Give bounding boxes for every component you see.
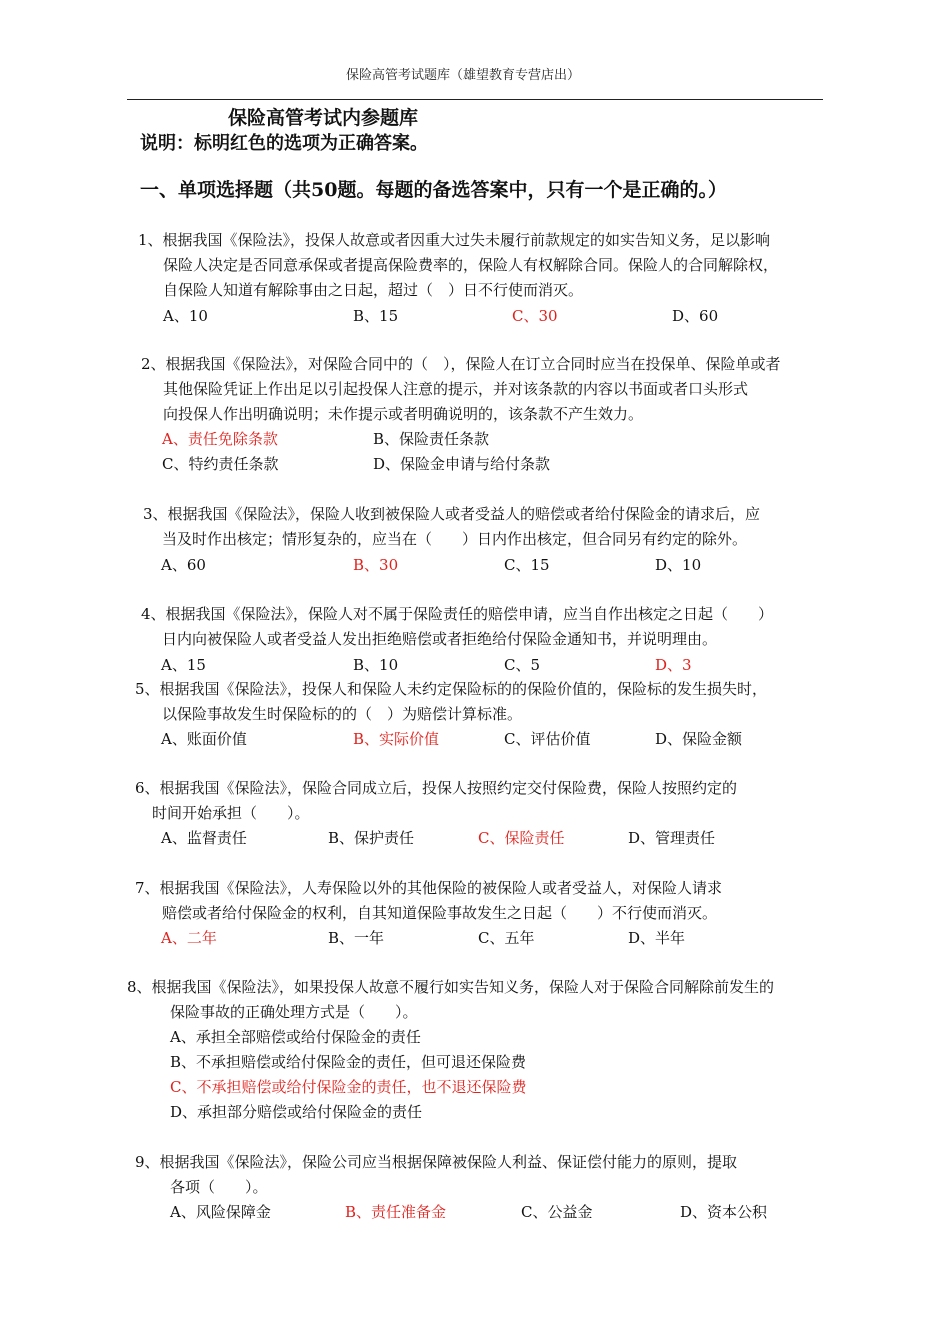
option-c: C、公益金 (521, 1203, 593, 1221)
question-line: 1、根据我国《保险法》，投保人故意或者因重大过失未履行前款规定的如实告知义务，足以影响 (138, 231, 771, 249)
option-b-correct: B、责任准备金 (345, 1203, 447, 1221)
option-b: B、一年 (328, 929, 385, 947)
question-line: 9、根据我国《保险法》，保险公司应当根据保障被保险人利益、保证偿付能力的原则，提取 (135, 1153, 738, 1171)
option-a-correct: A、责任免除条款 (162, 430, 278, 448)
question-line: 3、根据我国《保险法》，保险人收到被保险人或者受益人的赔偿或者给付保险金的请求后，应 (143, 505, 761, 523)
option-d: D、管理责任 (628, 829, 716, 847)
question-line: 以保险事故发生时保险标的的（ ）为赔偿计算标准。 (162, 705, 523, 723)
option-c-correct: C、30 (512, 307, 558, 325)
question-line: 保险事故的正确处理方式是（ ）。 (170, 1003, 418, 1021)
option-d: D、10 (655, 556, 702, 574)
question-line: 赔偿或者给付保险金的权利，自其知道保险事故发生之日起（ ）不行使而消灭。 (162, 904, 718, 922)
option-b-correct: B、30 (353, 556, 399, 574)
option-a: A、承担全部赔偿或给付保险金的责任 (170, 1028, 421, 1046)
section-heading: 一、单项选择题（共50题。每题的备选答案中，只有一个是正确的。） (140, 179, 727, 201)
option-c: C、15 (504, 556, 550, 574)
option-c-correct: C、保险责任 (478, 829, 565, 847)
question-line: 4、根据我国《保险法》，保险人对不属于保险责任的赔偿申请，应当自作出核定之日起（ ） (141, 605, 774, 623)
question-line: 其他保险凭证上作出足以引起投保人注意的提示，并对该条款的内容以书面或者口头形式 (163, 380, 749, 398)
header-rule (127, 99, 823, 100)
option-c: C、5 (504, 656, 541, 674)
option-a: A、监督责任 (161, 829, 247, 847)
question-line: 当及时作出核定；情形复杂的，应当在（ ）日内作出核定，但合同另有约定的除外。 (162, 530, 748, 548)
option-d: D、资本公积 (680, 1203, 768, 1221)
option-b: B、保护责任 (328, 829, 415, 847)
question-line: 8、根据我国《保险法》，如果投保人故意不履行如实告知义务，保险人对于保险合同解除前发生的 (127, 978, 775, 996)
option-b: B、10 (353, 656, 399, 674)
question-line: 日内向被保险人或者受益人发出拒绝赔偿或者拒绝给付保险金通知书，并说明理由。 (162, 630, 718, 648)
option-a-correct: A、二年 (161, 929, 217, 947)
option-c: C、评估价值 (504, 730, 591, 748)
option-d: D、保险金申请与给付条款 (373, 455, 551, 473)
option-b: B、保险责任条款 (373, 430, 490, 448)
option-d-correct: D、3 (655, 656, 692, 674)
question-line: 各项（ ）。 (170, 1178, 268, 1196)
question-line: 时间开始承担（ ）。 (152, 804, 310, 822)
question-line: 6、根据我国《保险法》，保险合同成立后，投保人按照约定交付保险费，保险人按照约定的 (135, 779, 738, 797)
answer-note: 说明：标明红色的选项为正确答案。 (140, 133, 428, 154)
option-d: D、保险金额 (655, 730, 743, 748)
option-d: D、承担部分赔偿或给付保险金的责任 (170, 1103, 423, 1121)
question-line: 7、根据我国《保险法》，人寿保险以外的其他保险的被保险人或者受益人，对保险人请求 (135, 879, 723, 897)
option-a: A、风险保障金 (170, 1203, 271, 1221)
option-a: A、15 (161, 656, 206, 674)
option-a: A、账面价值 (161, 730, 247, 748)
question-line: 2、根据我国《保险法》，对保险合同中的（ ），保险人在订立合同时应当在投保单、保险单或者 (141, 355, 781, 373)
option-b: B、15 (353, 307, 399, 325)
option-c: C、特约责任条款 (162, 455, 279, 473)
option-a: A、60 (161, 556, 206, 574)
page-header: 保险高管考试题库（雄望教育专营店出） (346, 68, 581, 83)
option-c: C、五年 (478, 929, 535, 947)
option-d: D、半年 (628, 929, 686, 947)
option-b: B、不承担赔偿或给付保险金的责任，但可退还保险费 (170, 1053, 527, 1071)
option-b-correct: B、实际价值 (353, 730, 440, 748)
question-line: 自保险人知道有解除事由之日起，超过（ ）日不行使而消灭。 (163, 281, 584, 299)
question-line: 5、根据我国《保险法》，投保人和保险人未约定保险标的的保险价值的，保险标的发生损失时， (135, 680, 768, 698)
option-d: D、60 (672, 307, 719, 325)
page-title: 保险高管考试内参题库 (228, 107, 419, 129)
option-a: A、10 (163, 307, 208, 325)
question-line: 保险人决定是否同意承保或者提高保险费率的，保险人有权解除合同。保险人的合同解除权， (163, 256, 779, 274)
question-line: 向投保人作出明确说明；未作提示或者明确说明的，该条款不产生效力。 (163, 405, 644, 423)
option-c-correct: C、不承担赔偿或给付保险金的责任，也不退还保险费 (170, 1078, 527, 1096)
